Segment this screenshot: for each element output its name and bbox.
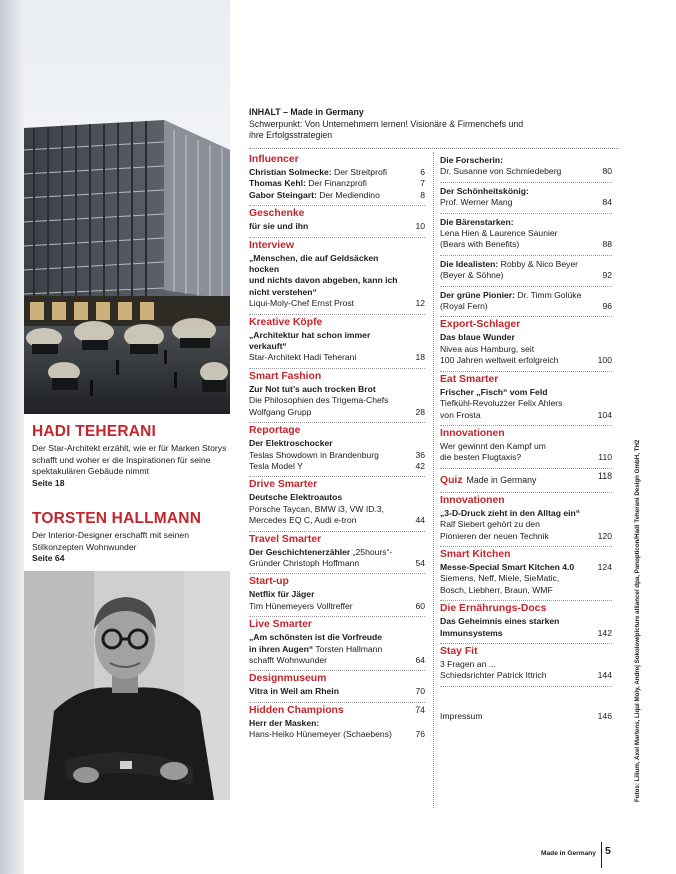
toc-page-number: 104 <box>597 409 612 420</box>
toc-entry-text: „25hours“- <box>350 546 393 557</box>
toc-intro <box>249 107 619 142</box>
toc-section <box>249 703 425 745</box>
toc-entry-line <box>249 167 425 178</box>
toc-entry-line <box>440 398 612 409</box>
toc-section-title: Reportage <box>249 425 301 437</box>
toc-subheading-line: ihre Erfolgsstrategien <box>249 130 333 141</box>
hero-title: HADI TEHERANI <box>32 423 157 440</box>
toc-entry-line <box>249 275 425 286</box>
toc-entry-line <box>249 504 425 515</box>
toc-entry-line <box>440 332 612 343</box>
toc-entry-bold: nicht verstehen“ <box>249 286 317 297</box>
toc-section-title: Stay Fit <box>440 645 478 657</box>
footer-magazine-name: Made in Germany <box>541 850 596 857</box>
toc-entry-text: Impressum <box>440 710 483 721</box>
toc-entry-text: Porsche Taycan, BMW i3, VW ID.3, <box>249 503 384 514</box>
toc-section <box>249 315 425 369</box>
toc-section-header <box>440 427 612 441</box>
toc-section-title: Eat Smarter <box>440 373 499 385</box>
toc-section-header <box>249 704 425 718</box>
toc-entry-line <box>440 531 612 542</box>
toc-section-header <box>249 239 425 253</box>
toc-entry-line <box>249 287 425 298</box>
toc-section <box>440 601 612 644</box>
toc-entry-text: Tiefkühl-Revoluzzer Felix Ahlers <box>440 398 563 409</box>
toc-entry-text: Wer gewinnt den Kampf um <box>440 440 546 451</box>
toc-entry-bold: Der Geschichtenerzähler <box>249 546 351 557</box>
toc-section-title: Designmuseum <box>249 673 327 685</box>
toc-section <box>249 617 425 671</box>
toc-section <box>440 372 612 426</box>
toc-entry-line <box>440 197 612 208</box>
toc-page-number: 124 <box>597 561 612 572</box>
toc-page-number: 118 <box>597 470 612 481</box>
toc-page-number: 6 <box>420 167 425 177</box>
toc-entry-bold: Die Bärenstarken: <box>440 216 514 227</box>
toc-entry-line <box>249 492 425 503</box>
toc-page-number: 80 <box>602 166 612 177</box>
toc-entry-text: Ralf Siebert gehört zu den <box>440 519 540 530</box>
toc-entry-line <box>249 253 425 276</box>
toc-entry-bold: Zur Not tut’s auch trocken Brot <box>249 383 376 394</box>
toc-entry-line <box>249 221 425 232</box>
toc-entry-text: von Frosta <box>440 409 481 420</box>
page-number: 5 <box>605 845 611 857</box>
toc-section-title: Kreative Köpfe <box>249 316 323 328</box>
hero-page-ref: Seite 64 <box>32 553 65 564</box>
toc-section <box>440 687 612 726</box>
photo-credit <box>633 402 643 802</box>
toc-entry-line <box>440 659 612 670</box>
toc-entry-bold: Der Schönheitskönig: <box>440 185 529 196</box>
toc-entry-bold: „Menschen, die auf Geldsäcken hocken <box>249 252 379 275</box>
toc-page-number: 28 <box>415 406 425 417</box>
toc-section-header <box>249 575 425 589</box>
footer-divider <box>601 842 602 868</box>
toc-section <box>440 644 612 687</box>
toc-entry-bold: Thomas Kehl: <box>249 178 306 189</box>
toc-section-title: Hidden Champions <box>249 704 344 716</box>
toc-entry-line <box>440 355 612 366</box>
toc-entry-text: (Bears with Benefits) <box>440 239 520 250</box>
toc-entry-line <box>249 686 425 697</box>
toc-entry-line <box>249 395 425 406</box>
toc-entry-line <box>440 573 612 584</box>
toc-section <box>249 152 425 206</box>
toc-section-title: Interview <box>249 239 295 251</box>
toc-entry-text: Nivea aus Hamburg, seit <box>440 343 535 354</box>
toc-section-header <box>249 424 425 438</box>
toc-section <box>440 426 612 469</box>
toc-entry-line <box>440 166 612 177</box>
toc-page-number: 88 <box>602 239 612 250</box>
toc-section <box>249 206 425 237</box>
toc-page-number: 7 <box>420 178 425 189</box>
toc-section <box>440 152 612 183</box>
toc-entry-line <box>249 438 425 449</box>
toc-entry-line <box>249 178 425 189</box>
toc-entry-line <box>440 562 612 573</box>
toc-entry-line <box>249 450 425 461</box>
toc-heading: INHALT – Made in Germany <box>249 107 364 117</box>
toc-section <box>440 317 612 371</box>
toc-section-header <box>440 470 612 488</box>
toc-entry-text: Robby & Nico Beyer <box>498 258 579 269</box>
toc-entry-text: Bosch, Liebherr, Braun, WMF <box>440 584 553 595</box>
photo-credit-text: Fotos: Lilium, Axel Martens, Liqui Moly, Andrej Sokolow/picture alliance/ dpa, Panopticon/Hadi Teherani Design GmbH, TH2 <box>634 439 641 802</box>
toc-page-number: 36 <box>415 449 425 460</box>
toc-page-number: 74 <box>415 704 425 715</box>
toc-page-number: 100 <box>597 355 612 366</box>
toc-page-number: 42 <box>415 460 425 471</box>
toc-page-number: 84 <box>602 197 612 208</box>
toc-entry-line <box>440 616 612 627</box>
toc-entry-text: Dr. Timm Golüke <box>514 289 582 300</box>
toc-entry-bold: Gabor Steingart: <box>249 189 317 200</box>
column-divider <box>433 152 434 808</box>
toc-entry-text: Hans-Heiko Hünemeyer (Schaebens) <box>249 729 392 740</box>
hero-teherani <box>32 423 228 489</box>
toc-section-header <box>249 207 425 221</box>
toc-section-header <box>249 618 425 632</box>
toc-entry-line <box>249 558 425 569</box>
toc-section-title: Die Ernährungs-Docs <box>440 603 547 615</box>
toc-entry-text: Der Finanzprofi <box>305 178 367 189</box>
hero-hallmann <box>32 510 228 565</box>
toc-entry-line <box>249 515 425 526</box>
toc-entry-line <box>249 461 425 472</box>
toc-section-title: Influencer <box>249 154 299 165</box>
toc-section-title: Live Smarter <box>249 619 312 631</box>
toc-section <box>249 671 425 702</box>
toc-entry-line <box>440 711 612 722</box>
hero-title: TORSTEN HALLMANN <box>32 510 202 527</box>
toc-page-number: 70 <box>415 686 425 697</box>
toc-entry-text: Mercedes EQ C, Audi e-tron <box>249 515 357 526</box>
toc-page-number: 64 <box>415 654 425 665</box>
toc-column-right <box>440 152 612 726</box>
toc-page-number: 92 <box>602 270 612 281</box>
toc-entry-text: schafft Wohnwunder <box>249 654 328 665</box>
toc-section <box>440 493 612 547</box>
toc-page-number: 120 <box>597 530 612 541</box>
toc-section-title: Export-Schlager <box>440 319 521 331</box>
toc-entry-bold: Das blaue Wunder <box>440 332 515 343</box>
toc-section-header <box>440 602 612 616</box>
toc-section-header <box>249 153 425 167</box>
toc-page-number: 146 <box>597 710 612 721</box>
toc-entry-text: die besten Flugtaxis? <box>440 452 522 463</box>
toc-entry-text: Wolfgang Grupp <box>249 406 312 417</box>
toc-section <box>249 477 425 531</box>
toc-entry-text: Tesla Model Y <box>249 460 303 471</box>
toc-entry-text: Teslas Showdown in Brandenburg <box>249 449 379 460</box>
hero-text: Der Star-Architekt erzählt, wie er für Marken Storys schafft und woher er die Inspirationen für seine spektakulären Gebäude nimmt <box>32 443 227 477</box>
toc-page-number: 10 <box>415 221 425 232</box>
toc-section-header <box>440 645 612 659</box>
toc-section <box>440 214 612 256</box>
toc-entry-line <box>249 729 425 740</box>
toc-entry-text: 100 Jahren weltweit erfolgreich <box>440 355 559 366</box>
toc-entry-bold: Deutsche Elektroautos <box>249 492 343 503</box>
toc-section <box>440 183 612 214</box>
toc-entry-text: Lena Hien & Laurence Saunier <box>440 228 558 239</box>
toc-entry-bold: Frischer „Fisch“ vom Feld <box>440 386 548 397</box>
toc-entry-text: Die Philosophien des Trigema-Chefs <box>249 395 389 406</box>
toc-entry-bold: Das Geheimnis eines starken <box>440 616 560 627</box>
toc-page-number: 8 <box>420 189 425 200</box>
toc-entry-line <box>440 670 612 681</box>
toc-entry-line <box>249 407 425 418</box>
toc-entry-bold: Christian Solmecke: <box>249 167 332 177</box>
toc-entry-bold: Der grüne Pionier: <box>440 289 515 300</box>
toc-entry-text: Liqui-Moly-Chef Ernst Prost <box>249 298 355 309</box>
toc-entry-text: Schiedsrichter Patrick Ittrich <box>440 670 547 681</box>
toc-page-number: 44 <box>415 515 425 526</box>
toc-entry-text: Prof. Werner Mang <box>440 197 513 208</box>
toc-section-header <box>249 316 425 330</box>
toc-entry-line <box>440 259 612 270</box>
toc-entry-text: Der Mediendino <box>316 189 380 200</box>
toc-section-title: Smart Fashion <box>249 370 322 382</box>
toc-entry-line <box>249 655 425 666</box>
toc-section-title: Start-up <box>249 576 289 588</box>
toc-entry-bold: für sie und ihn <box>249 221 309 232</box>
page-gutter-shadow <box>0 0 24 874</box>
toc-entry-line <box>440 628 612 639</box>
toc-section-subtitle: Made in Germany <box>466 474 537 485</box>
toc-column-left <box>249 152 425 745</box>
toc-entry-line <box>440 410 612 421</box>
toc-entry-line <box>440 508 612 519</box>
toc-section-title: Innovationen <box>440 494 505 506</box>
toc-entry-line <box>249 547 425 558</box>
toc-entry-bold: „Architektur hat schon immer verkauft“ <box>249 329 371 352</box>
toc-entry-bold: Netflix für Jäger <box>249 589 315 600</box>
toc-entry-bold: Der Elektroschocker <box>249 438 333 449</box>
toc-entry-line <box>249 632 425 643</box>
toc-entry-bold: Die Forscherin: <box>440 155 504 165</box>
toc-entry-text: Gründer Christoph Hoffmann <box>249 557 360 568</box>
toc-entry-line <box>440 441 612 452</box>
toc-section-header <box>440 373 612 387</box>
toc-entry-bold: und nichts davon abgeben, kann ich <box>249 275 398 286</box>
toc-entry-bold: Immunsystems <box>440 627 503 638</box>
toc-page-number: 96 <box>602 301 612 312</box>
toc-entry-line <box>440 585 612 596</box>
toc-entry-text: Dr. Susanne von Schmiedeberg <box>440 166 562 177</box>
toc-entry-line <box>440 344 612 355</box>
toc-entry-line <box>249 644 425 655</box>
toc-entry-bold: Messe-Special Smart Kitchen 4.0 <box>440 561 575 572</box>
toc-section <box>440 547 612 601</box>
toc-page-number: 110 <box>598 452 612 463</box>
toc-section <box>249 532 425 575</box>
toc-section-title: Drive Smarter <box>249 479 318 491</box>
toc-section <box>249 238 425 315</box>
toc-page-number: 60 <box>415 600 425 611</box>
toc-entry-line <box>249 298 425 309</box>
toc-entry-text: (Beyer & Söhne) <box>440 270 504 281</box>
toc-section-header <box>440 548 612 562</box>
toc-entry-text: Torsten Hallmann <box>313 643 383 654</box>
toc-entry-text: Tim Hünemeyers Volltreffer <box>249 600 353 611</box>
toc-section-title: Travel Smarter <box>249 533 322 545</box>
toc-entry-line <box>249 718 425 729</box>
toc-section <box>249 423 425 477</box>
toc-page-number: 144 <box>597 670 612 681</box>
toc-entry-line <box>440 290 612 301</box>
toc-entry-line <box>249 190 425 201</box>
hero-page-ref: Seite 18 <box>32 477 65 488</box>
toc-page-number: 18 <box>415 352 425 363</box>
toc-section <box>440 469 612 493</box>
toc-section-title: Innovationen <box>440 427 505 439</box>
toc-entry-line <box>440 228 612 239</box>
toc-entry-text: Star-Architekt Hadi Teherani <box>249 352 357 363</box>
toc-section-header <box>249 478 425 492</box>
toc-section <box>440 287 612 318</box>
toc-entry-line <box>249 330 425 353</box>
toc-page-number: 54 <box>415 557 425 568</box>
toc-entry-line <box>440 452 612 463</box>
toc-entry-line <box>440 186 612 197</box>
toc-section-header <box>249 370 425 384</box>
toc-entry-bold: Vitra in Weil am Rhein <box>249 686 339 697</box>
toc-entry-bold: in ihren Augen“ <box>249 643 314 654</box>
toc-entry-bold: „Am schönsten ist die Vorfreude <box>249 632 383 643</box>
toc-entry-line <box>249 384 425 395</box>
toc-page-number: 12 <box>415 298 425 309</box>
toc-entry-line <box>440 387 612 398</box>
toc-entry-line <box>440 217 612 228</box>
toc-entry-bold: „3-D-Druck zieht in den Alltag ein“ <box>440 507 581 518</box>
toc-section-title: Geschenke <box>249 208 305 220</box>
building-photo <box>24 0 230 414</box>
toc-section-header <box>249 672 425 686</box>
toc-page-number: 76 <box>415 729 425 740</box>
toc-subheading-line: Schwerpunkt: Von Unternehmern lernen! Visionäre & Firmenchefs und <box>249 118 524 129</box>
toc-entry-line <box>440 519 612 530</box>
toc-entry-line <box>249 352 425 363</box>
toc-entry-text: Der Streitprofi <box>331 167 388 177</box>
toc-section <box>440 256 612 287</box>
toc-entry-line <box>249 589 425 600</box>
toc-entry-line <box>249 601 425 612</box>
toc-section-title: Smart Kitchen <box>440 548 511 560</box>
hero-text: Der Interior-Designer erschafft mit seinen Stilkonzepten Wohnwunder <box>32 530 189 552</box>
toc-entry-bold: Die Idealisten: <box>440 258 499 269</box>
toc-section <box>249 574 425 617</box>
divider <box>249 148 619 149</box>
toc-section-header <box>440 494 612 508</box>
toc-entry-text: (Royal Fern) <box>440 301 488 312</box>
toc-section <box>249 369 425 423</box>
toc-page-number: 142 <box>597 627 612 638</box>
toc-entry-line <box>440 239 612 250</box>
toc-entry-bold: Herr der Masken: <box>249 717 320 728</box>
toc-entry-text: Pionieren der neuen Technik <box>440 530 549 541</box>
toc-entry-line <box>440 301 612 312</box>
portrait-photo <box>24 571 230 800</box>
toc-entry-text: 3 Fragen an ... <box>440 658 496 669</box>
toc-section-title: Quiz <box>440 474 463 486</box>
toc-entry-line <box>440 270 612 281</box>
toc-entry-text: Siemens, Neff, Miele, SieMatic, <box>440 573 560 584</box>
toc-entry-line <box>440 155 612 166</box>
toc-section-header <box>249 533 425 547</box>
toc-section-header <box>440 318 612 332</box>
